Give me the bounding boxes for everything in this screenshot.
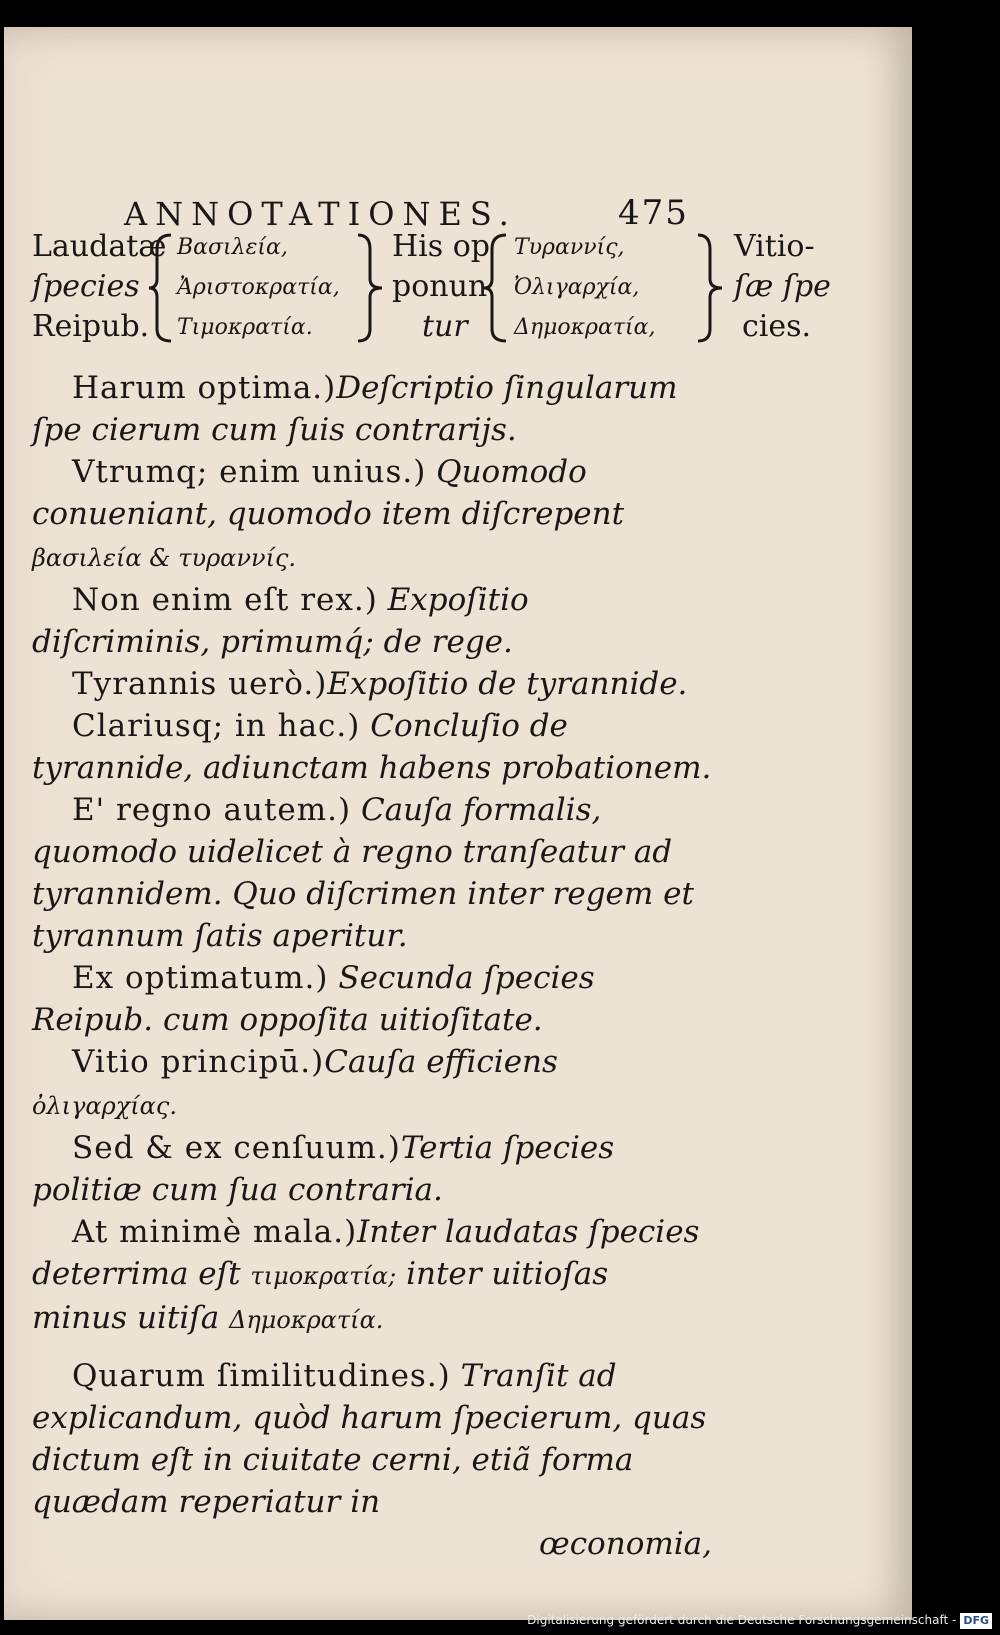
annotation-paragraph: [32, 663, 712, 705]
lemma: Vitio principū.): [72, 1044, 325, 1080]
lemma: Tyrannis uerò.): [72, 666, 328, 702]
lemma: Clariusq; in hac.): [72, 708, 361, 744]
comment: Expoſitio diſcriminis, primumq́; de rege.: [32, 582, 529, 660]
greek-term: Δημοκρατία.: [229, 1306, 384, 1334]
digitization-footer: [527, 1607, 992, 1633]
middle-left-brace-icon: [352, 231, 392, 346]
comment: Inter laudatas ſpecies deterrima eſt: [32, 1214, 700, 1292]
lemma: E' regno autem.): [72, 792, 352, 828]
annotation-paragraph: [32, 1041, 712, 1127]
book-page: [4, 27, 912, 1620]
annotation-paragraph: [32, 705, 712, 789]
running-title: ANNOTATIONES.: [124, 195, 517, 233]
left-brace-icon: [147, 231, 175, 346]
schema-middle-label-3: tur: [422, 309, 468, 344]
lemma: Non enim eſt rex.): [72, 582, 378, 618]
comment: Quomodo conueniant, quomodo item diſcrepent: [32, 454, 625, 532]
comment: Secunda ſpecies Reipub. cum oppoſita uitioſitate.: [32, 960, 595, 1038]
annotation-paragraph: [32, 451, 712, 579]
greek-demokratia: Δημοκρατία,: [514, 315, 656, 340]
greek-tyrannis: Τυραννίς,: [514, 235, 625, 260]
schema-right-label-2: ſæ ſpe: [734, 269, 831, 304]
schema-left-label-1: Laudatæ: [32, 229, 167, 264]
commentary-body: [32, 367, 712, 1565]
comment: Cauſa efficiens: [324, 1044, 558, 1080]
annotation-paragraph: [32, 579, 712, 663]
greek-timokratia: Τιμοκρατία.: [177, 315, 313, 340]
annotation-paragraph: [32, 1127, 712, 1211]
annotation-paragraph: [32, 957, 712, 1041]
annotation-paragraph: [32, 1355, 712, 1523]
greek-basileia: Βασιλεία,: [177, 235, 288, 260]
dfg-logo: DFG: [960, 1613, 992, 1629]
annotation-paragraph: [32, 789, 712, 957]
annotation-paragraph: [32, 1211, 712, 1341]
lemma: Sed & ex cenſuum.): [72, 1130, 401, 1166]
greek-oligarchia: Ὀλιγαρχία,: [514, 275, 640, 300]
right-brace-icon: [692, 231, 732, 346]
species-schema: [32, 229, 862, 362]
comment: Tranſit ad explicandum, quòd harum ſpecierum, quas dictum eſt in ciuitate cerni, etiã forma quædam reperiatur in: [32, 1358, 707, 1520]
comment: inter uitioſas minus uitiſa: [32, 1256, 609, 1336]
greek-aristokratia: Ἀριστοκρατία,: [177, 275, 340, 300]
comment: Deſcriptio ſingularum ſpe cierum cum ſuis contrarijs.: [32, 370, 678, 448]
lemma: Vtrumq; enim unius.): [72, 454, 427, 490]
comment: Concluſio de tyrannide, adiunctam habens probationem.: [32, 708, 712, 786]
schema-middle-label-2: ponun: [392, 269, 488, 304]
catchword: œconomia,: [539, 1526, 712, 1562]
greek-term: βασιλεία & τυραννίς.: [32, 544, 297, 572]
lemma: Harum optima.): [72, 370, 337, 406]
page-number: 475: [618, 193, 689, 233]
schema-middle-label-1: His op: [392, 229, 490, 264]
schema-right-label-3: cies.: [742, 309, 812, 344]
middle-right-brace-icon: [482, 231, 510, 346]
comment: Expoſitio de tyrannide.: [327, 666, 688, 702]
schema-left-label-3: Reipub.: [32, 309, 150, 344]
footer-credit: Digitalisierung gefördert durch die Deutsche Forschungsgemeinschaft -: [527, 1613, 957, 1627]
annotation-paragraph: [32, 367, 712, 451]
lemma: Ex optimatum.): [72, 960, 329, 996]
comment: Tertia ſpecies politiæ cum ſua contraria.: [32, 1130, 615, 1208]
comment: Cauſa formalis, quomodo uidelicet à regno tranſeatur ad tyrannidem. Quo diſcrimen inter regem et tyrannum ſatis aperitur.: [32, 792, 694, 954]
lemma: At minimè mala.): [72, 1214, 358, 1250]
lemma: Quarum ſimilitudines.): [72, 1358, 451, 1394]
schema-right-label-1: Vitio-: [734, 229, 815, 264]
greek-term: ὀλιγαρχίας.: [32, 1092, 177, 1120]
greek-term: τιμοκρατία;: [250, 1262, 397, 1290]
schema-left-label-2: ſpecies: [32, 269, 140, 304]
